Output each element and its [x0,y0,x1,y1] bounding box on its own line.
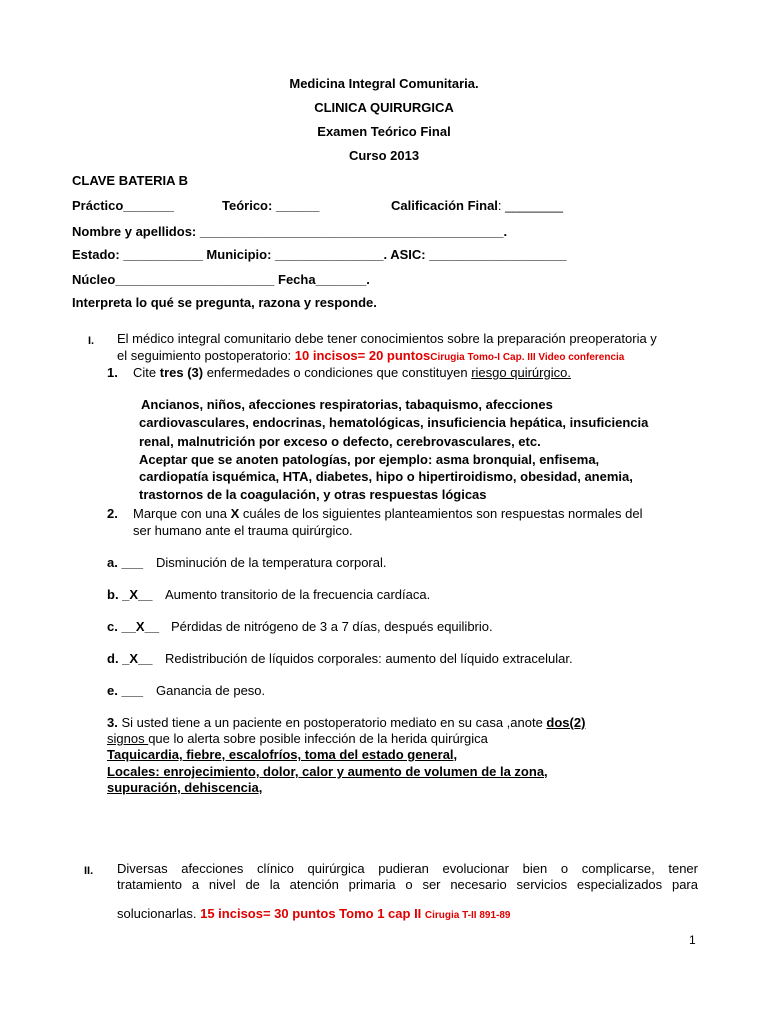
section-2-line3 [117,906,511,924]
header-subject: CLINICA QUIRURGICA [314,100,454,115]
section-2-text: solucionarlas. [117,906,201,921]
section-1-number: I. [88,335,95,347]
q3-text: Si usted tiene a un paciente en postoperatorio mediato en su casa ,anote [117,715,547,730]
option-mark: b. _X__ [107,587,153,602]
section-1-reference: Cirugia Tomo-I Cap. III Video conferencia [430,352,625,363]
answer-3-line: Locales: enrojecimiento, dolor, calor y aumento de volumen de la zona, [107,764,548,779]
section-1-intro-line2 [117,348,624,366]
section-2-line2: tratamiento a nivel de la atención primaria o ser necesario servicios especializados para [117,877,698,892]
section-1-intro-line1: El médico integral comunitario debe tener conocimientos sobre la preparación preoperatoria y [117,331,657,346]
q3-number: 3. [107,715,118,730]
q2-rest: cuáles de los siguientes planteamientos son respuestas normales del [239,506,643,521]
nucleus-date-fields: Núcleo______________________ Fecha_______. [72,272,370,287]
page-number: 1 [689,933,696,947]
section-2-number: II. [84,865,94,877]
question-2-number: 2. [107,506,118,521]
q2-bold: X [230,506,240,521]
option-mark: e. ___ [107,683,144,698]
option-text: Redistribución de líquidos corporales: aumento del líquido extracelular. [165,651,573,666]
question-2-text-line2: ser humano ante el trauma quirúrgico. [133,523,353,538]
answer-1-line: renal, malnutrición por exceso o defecto, cerebrovasculares, etc. [139,434,541,449]
q1-underlined: riesgo quirúrgico. [471,365,571,380]
location-fields: Estado: ___________ Municipio: _______________. ASIC: ___________________ [72,247,567,262]
section-2-reference: Cirugia T-II 891-89 [424,910,511,921]
final-grade-blank: : ________ [497,198,563,213]
answer-1-line: cardiopatía isquémica, HTA, diabetes, hipo o hipertiroidismo, obesidad, anemia, [139,469,633,484]
final-grade-label: Calificación Final [391,198,498,213]
section-1-points: 10 incisos= 20 puntos [294,348,431,363]
question-1-number: 1. [107,365,118,380]
practical-score-field: Práctico_______ [72,198,174,213]
answer-key-label: CLAVE BATERIA B [72,173,189,188]
header-institution: Medicina Integral Comunitaria. [289,76,479,91]
answer-3-line: supuración, dehiscencia, [107,780,263,795]
q1-mid: enfermedades o condiciones que constituyen [203,365,472,380]
question-3-line2 [107,731,488,747]
option-text: Aumento transitorio de la frecuencia cardíaca. [165,587,431,602]
answer-1-line: Aceptar que se anoten patologías, por ejemplo: asma bronquial, enfisema, [139,452,600,467]
question-3-line1 [107,715,585,731]
final-grade-field [391,198,563,214]
q1-pre: Cite [133,365,160,380]
q3-bold: dos(2) [546,715,586,730]
question-2-text-line1 [133,506,643,522]
section-2-line1: Diversas afecciones clínico quirúrgica pudieran evolucionar bien o complicarse, tener [117,861,698,876]
option-text: Pérdidas de nitrógeno de 3 a 7 días, después equilibrio. [171,619,493,634]
theoretical-score-field: Teórico: ______ [222,198,320,213]
q2-pre: Marque con una [133,506,231,521]
option-text: Disminución de la temperatura corporal. [156,555,387,570]
answer-1-line: trastornos de la coagulación, y otras respuestas lógicas [139,487,487,502]
name-field: Nombre y apellidos: __________________________________________. [72,224,508,239]
option-mark: c. __X__ [107,619,160,634]
answer-1-line: cardiovasculares, endocrinas, hematológicas, insuficiencia hepática, insuficiencia [139,415,649,430]
instructions: Interpreta lo qué se pregunta, razona y responde. [72,295,377,310]
option-text: Ganancia de peso. [156,683,266,698]
option-mark: a. ___ [107,555,144,570]
section-1-intro-text: el seguimiento postoperatorio: [117,348,295,363]
q3-underlined: signos [107,731,149,746]
header-course: Curso 2013 [348,148,420,163]
question-1-text [133,365,571,381]
option-mark: d. _X__ [107,651,153,666]
answer-3-line: Taquicardia, fiebre, escalofríos, toma del estado general, [107,747,458,762]
q3-text-2: que lo alerta sobre posible infección de la herida quirúrgica [148,731,488,746]
answer-1-line: Ancianos, niños, afecciones respiratorias, tabaquismo, afecciones [141,397,553,412]
q1-bold: tres (3) [159,365,204,380]
section-2-points: 15 incisos= 30 puntos Tomo 1 cap II [200,906,425,921]
header-exam-type: Examen Teórico Final [317,124,451,139]
